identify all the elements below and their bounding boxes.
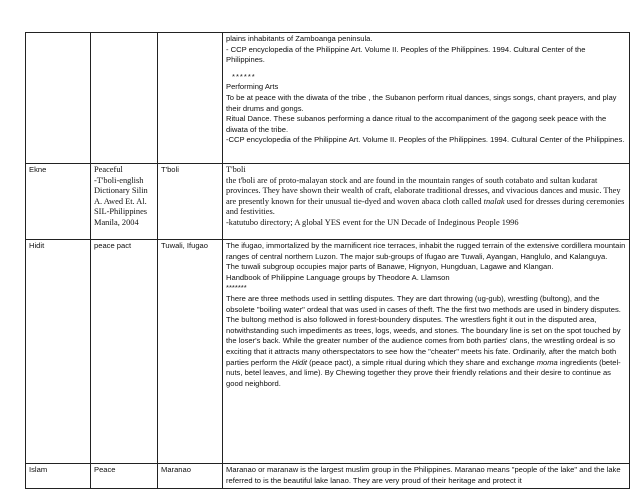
text-line: There are three methods used in settling disputes. They are dart throwing (ug-gub), wrestling (bultong), and the obsolete "boiling water" ordeal that was used in cases of theft. The the first two methods are used in bindery disputes. [226,293,621,314]
text-run: the t'boli are of proto-malayan stock and are found in the mountain ranges of south cotabato and sultan kudarat provinces. They have shown their wealth of craft, elaborate traditional dresses, and vivacious dances and music. They are presently known for their unusual tie-dyed and woven abaca cloth called [226,175,621,206]
ethnic-terms-table [25,32,630,489]
table-cell-meaning: peace pact [91,240,158,464]
table-cell-group: T'boli [158,164,223,240]
table-cell-description [223,240,630,464]
text-line [226,176,626,218]
table-cell-description [223,464,630,489]
table-cell-term: Islam [26,464,91,489]
table-cell-meaning [91,33,158,164]
separator-stars: ******* [226,283,247,293]
meaning-text: Peaceful [94,165,123,174]
italic-term: moma [536,357,558,367]
citation-line: -CCP encyclopedia of the Philippine Art. Volume II. Peoples of the Philippines. 1994. Cultural Center of the Philippines. [226,135,625,145]
text-run: The bultong method is also followed in forest-boundery disputes. The wrestlers fight it out in the disputed area, notwithstanding such impediments as trees, logs, weeds, and stones. The boundary line is set on the spot touched by the loser's back. While the greater number of the audience comes from both parties' clans, the wrestling ordeal is so exciting that it attracts many otherspectators to see how the "cheater" meets his fate. Ordinarily, after the match both parties perform the [226,315,621,367]
table-cell-term [26,33,91,164]
table-cell-group [158,33,223,164]
table-row [26,464,630,489]
section-heading: Performing Arts [226,82,279,92]
text-line: The ifugao, immortalized by the marnificent rice terraces, inhabit the rugged terrain of the extensive cordillera mountain ranges of central northern Luzon. The major sub-groups of Ifugao are Tuwali, Ayangan, Hanglulo, and Kalanguya. [226,241,626,261]
meaning-source: -T'boli-english Dictionary Silin A. Awed Et. Al. SIL-Philippines Manila, 2004 [94,175,148,227]
italic-term: tnalak [483,196,505,206]
citation-line: Handbook of Philippine Language groups by Theodore A. Llamson [226,272,450,282]
italic-term: Hidit [291,357,308,367]
table-row [26,164,630,240]
table-cell-description [223,164,630,240]
text-line: Maranao or maranaw is the largest muslim group in the Philippines. Maranao means "people of the lake" and the lake referred to is the beautiful lake lanao. They are very proud of their heritage and protect it [226,465,621,485]
citation-line: -katutubo directory; A global YES event for the UN Decade of Indeginous People 1996 [226,217,519,227]
text-line: plains inhabitants of Zamboanga peninsula. [226,34,373,43]
text-line: T'boli [226,165,246,174]
table-cell-term: Ekne [26,164,91,240]
table-cell-meaning: Peace [91,464,158,489]
text-line [226,315,626,389]
text-line: The tuwali subgroup occupies major parts of Banawe, Hignyon, Hungduan, Lagawe and Klangan. [226,262,554,272]
text-line: To be at peace with the diwata of the tribe , the Subanon perform ritual dances, sings songs, chant prayers, and play their drums and gongs. [226,92,617,113]
table-row [26,240,630,464]
table-row [26,33,630,164]
text-run: (peace pact), a simple ritual during which they share and exchange [307,357,537,367]
table-cell-description [223,33,630,164]
text-run: ingredients (betel-nuts, betel leaves, and lime). By Chewing together they prove their friendly relations and their desire to continue as good neighbord. [226,357,621,388]
citation-line: - CCP encyclopedia of the Philippine Art. Volume II. Peoples of the Philippines. 1994. Cultural Center of the Philippines. [226,44,586,65]
text-line: Ritual Dance. These subanos performing a dance ritual to the accompaniment of the gagong seek peace with the diwata of the tribe. [226,114,607,134]
table-cell-meaning [91,164,158,240]
separator-stars: ****** [232,71,256,81]
table-cell-group: Tuwali, Ifugao [158,240,223,464]
text-run: used for dresses during ceremonies and festivities. [226,196,625,217]
table-cell-group: Maranao [158,464,223,489]
table-cell-term: Hidit [26,240,91,464]
